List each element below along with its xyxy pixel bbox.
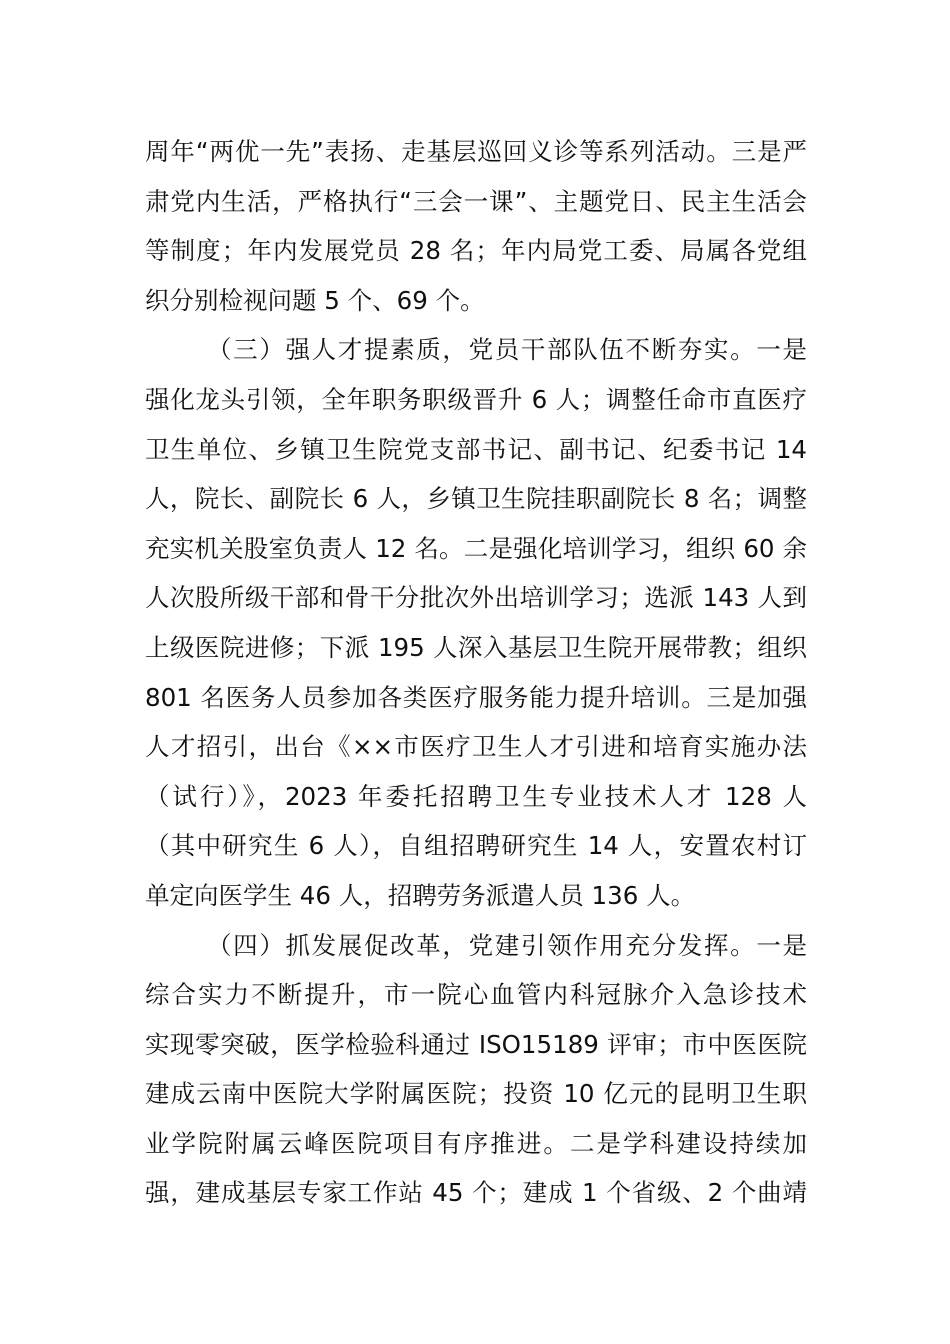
text-line: 实现零突破，医学检验科通过 ISO15189 评审；市中医医院 (145, 1029, 807, 1059)
text-line: 业学院附属云峰医院项目有序推进。二是学科建设持续加 (145, 1128, 807, 1158)
text-line: 人次股所级干部和骨干分批次外出培训学习；选派 143 人到 (145, 583, 807, 613)
text-line: 等制度；年内发展党员 28 名；年内局党工委、局属各党组 (145, 236, 807, 266)
text-line: 单定向医学生 46 人，招聘劳务派遣人员 136 人。 (145, 880, 696, 910)
text-line: 综合实力不断提升，市一院心血管内科冠脉介入急诊技术 (145, 980, 807, 1010)
section-heading-line: （三）强人才提素质，党员干部队伍不断夯实。一是 (207, 335, 807, 365)
text-line: 强，建成基层专家工作站 45 个；建成 1 个省级、2 个曲靖 (145, 1178, 807, 1208)
text-line: 周年“两优一先”表扬、走基层巡回义诊等系列活动。三是严 (145, 137, 807, 166)
text-line: 人，院长、副院长 6 人，乡镇卫生院挂职副院长 8 名；调整 (145, 484, 807, 514)
text-line: 人才招引，出台《××市医疗卫生人才引进和培育实施办法 (145, 732, 807, 762)
text-line: 801 名医务人员参加各类医疗服务能力提升培训。三是加强 (145, 682, 807, 712)
text-line: 卫生单位、乡镇卫生院党支部书记、副书记、纪委书记 14 (145, 434, 807, 464)
text-line: 肃党内生活，严格执行“三会一课”、主题党日、民主生活会 (145, 186, 807, 216)
text-line: （其中研究生 6 人），自组招聘研究生 14 人，安置农村订 (145, 831, 807, 861)
text-line: 织分别检视问题 5 个、69 个。 (145, 285, 485, 315)
text-line: 强化龙头引领，全年职务职级晋升 6 人；调整任命市直医疗 (145, 384, 807, 414)
section-heading-line: （四）抓发展促改革，党建引领作用充分发挥。一是 (207, 930, 807, 960)
text-line: （试行）》，2023 年委托招聘卫生专业技术人才 128 人 (145, 781, 807, 811)
text-line: 充实机关股室负责人 12 名。二是强化培训学习，组织 60 余 (145, 533, 807, 563)
document-body (145, 127, 807, 1218)
text-line: 建成云南中医院大学附属医院；投资 10 亿元的昆明卫生职 (145, 1079, 807, 1109)
text-line: 上级医院进修；下派 195 人深入基层卫生院开展带教；组织 (145, 632, 807, 662)
